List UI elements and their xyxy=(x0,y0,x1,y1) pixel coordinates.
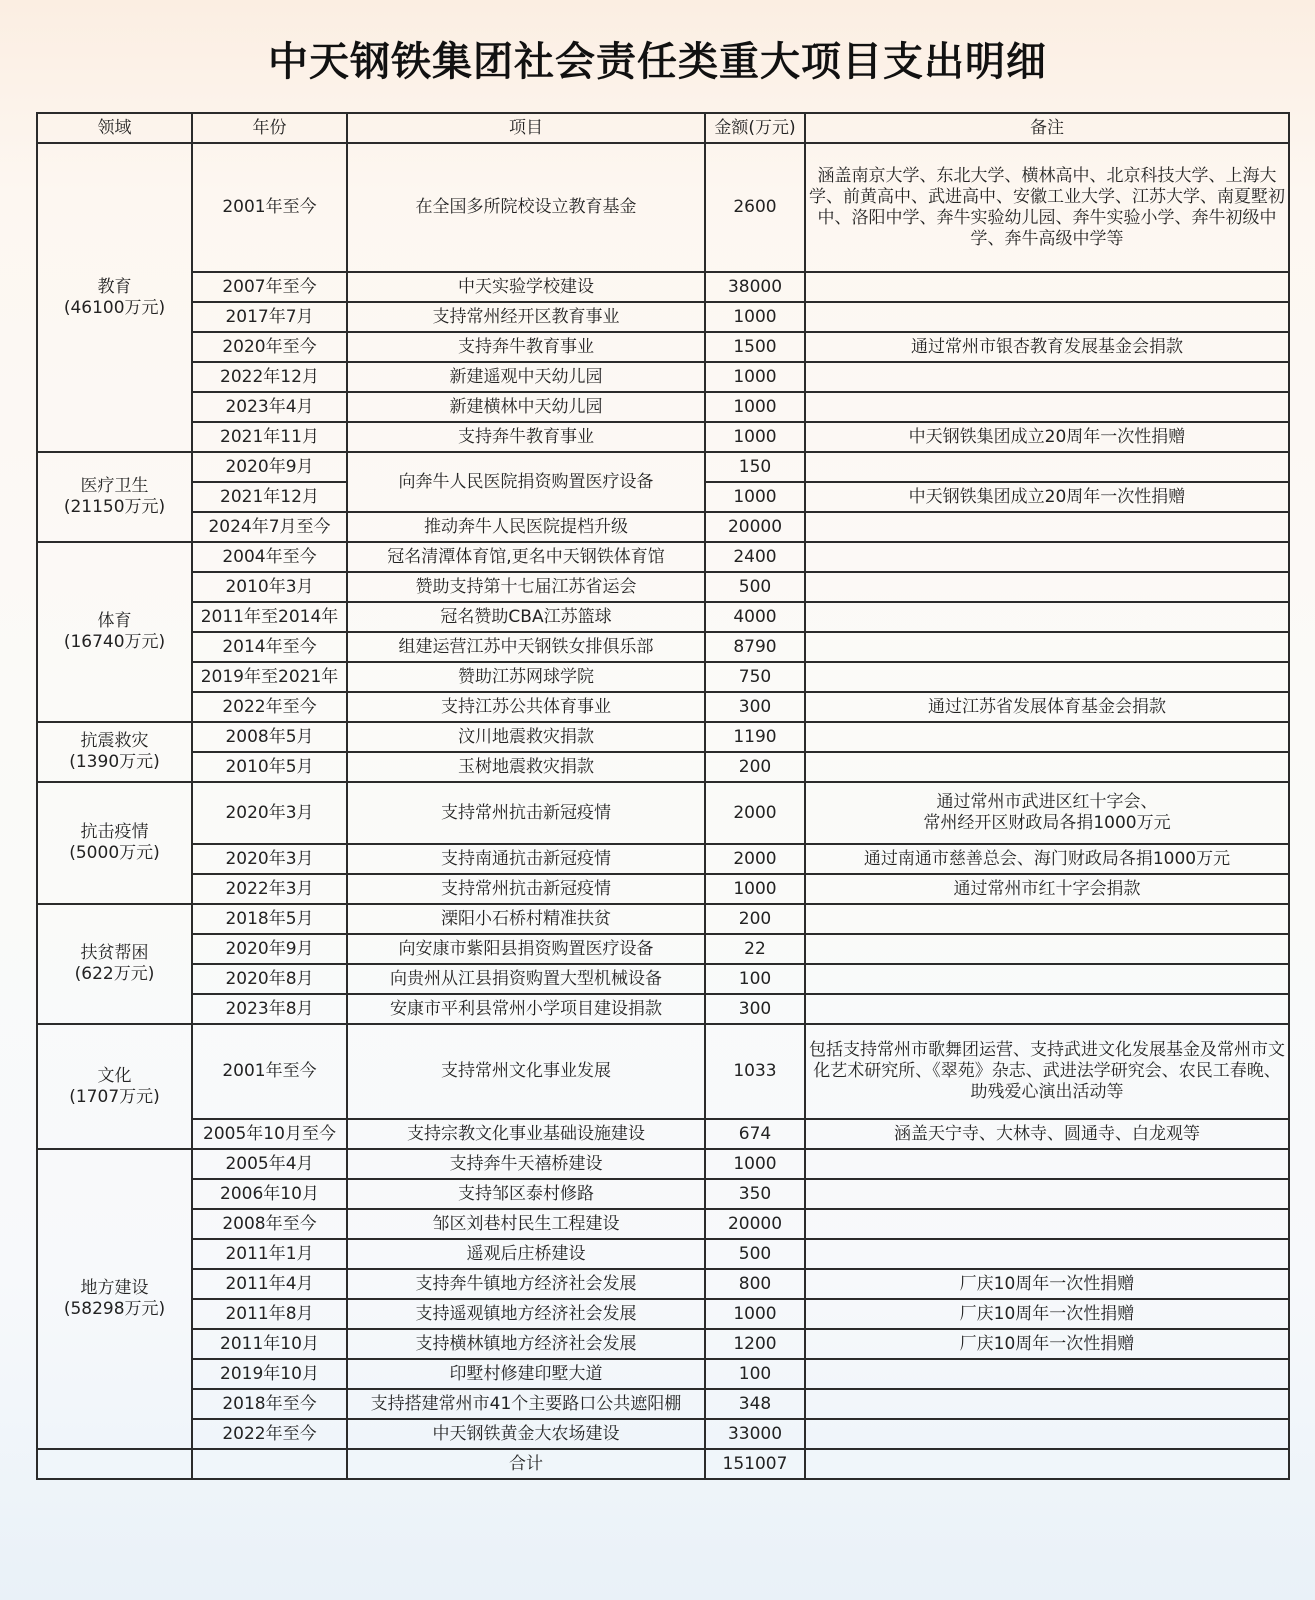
category-name: 文化 xyxy=(97,1065,132,1086)
project-cell: 支持搭建常州市41个主要路口公共遮阳棚 xyxy=(347,1389,705,1419)
amount-cell: 1200 xyxy=(705,1329,805,1359)
year-cell: 2022年12月 xyxy=(192,362,347,392)
year-cell: 2005年10月至今 xyxy=(192,1119,347,1149)
category-name: 地方建设 xyxy=(80,1278,149,1298)
project-cell: 遥观后庄桥建设 xyxy=(347,1239,705,1269)
amount-cell: 750 xyxy=(705,662,805,692)
note-cell xyxy=(805,662,1289,692)
year-cell: 2010年3月 xyxy=(192,572,347,602)
amount-cell: 8790 xyxy=(705,632,805,662)
project-cell: 支持江苏公共体育事业 xyxy=(347,692,705,722)
note-cell xyxy=(805,452,1289,482)
note-cell: 涵盖南京大学、东北大学、横林高中、北京科技大学、上海大学、前黄高中、武进高中、安徽工业大学、江苏大学、南夏墅初中、洛阳中学、奔牛实验幼儿园、奔牛实验小学、奔牛初级中学、奔牛高级中学等 xyxy=(805,143,1289,272)
table-row xyxy=(37,1239,1289,1269)
table-row xyxy=(37,1359,1289,1389)
amount-cell: 200 xyxy=(705,904,805,934)
category-cell xyxy=(37,904,192,1024)
project-cell: 支持宗教文化事业基础设施建设 xyxy=(347,1119,705,1149)
note-line: 通过常州市武进区红十字会、 xyxy=(936,792,1158,812)
header-amount: 金额(万元) xyxy=(705,113,805,143)
table-row xyxy=(37,994,1289,1024)
note-cell: 中天钢铁集团成立20周年一次性捐赠 xyxy=(805,422,1289,452)
table-row xyxy=(37,964,1289,994)
project-cell: 支持遥观镇地方经济社会发展 xyxy=(347,1299,705,1329)
amount-cell: 200 xyxy=(705,752,805,782)
table-header-row xyxy=(37,113,1289,143)
amount-cell: 350 xyxy=(705,1179,805,1209)
year-cell: 2001年至今 xyxy=(192,143,347,272)
year-cell: 2023年8月 xyxy=(192,994,347,1024)
table-row xyxy=(37,1119,1289,1149)
project-cell: 支持奔牛镇地方经济社会发展 xyxy=(347,1269,705,1299)
table-row xyxy=(37,602,1289,632)
table-row xyxy=(37,512,1289,542)
note-cell xyxy=(805,272,1289,302)
amount-cell: 1000 xyxy=(705,392,805,422)
note-cell xyxy=(805,722,1289,752)
project-cell: 组建运营江苏中天钢铁女排俱乐部 xyxy=(347,632,705,662)
note-cell: 通过江苏省发展体育基金会捐款 xyxy=(805,692,1289,722)
amount-cell: 20000 xyxy=(705,512,805,542)
table-row xyxy=(37,1149,1289,1179)
table-row xyxy=(37,722,1289,752)
amount-cell: 1190 xyxy=(705,722,805,752)
year-cell: 2020年3月 xyxy=(192,782,347,844)
category-cell xyxy=(37,143,192,452)
note-cell xyxy=(805,572,1289,602)
year-cell: 2011年4月 xyxy=(192,1269,347,1299)
table-row xyxy=(37,1419,1289,1449)
table-row xyxy=(37,362,1289,392)
table-row xyxy=(37,904,1289,934)
amount-cell: 38000 xyxy=(705,272,805,302)
project-cell: 支持邹区泰村修路 xyxy=(347,1179,705,1209)
note-cell xyxy=(805,934,1289,964)
table-row xyxy=(37,1269,1289,1299)
amount-cell: 300 xyxy=(705,994,805,1024)
year-cell: 2011年10月 xyxy=(192,1329,347,1359)
table-row xyxy=(37,662,1289,692)
project-cell: 支持南通抗击新冠疫情 xyxy=(347,844,705,874)
category-name: 医疗卫生 xyxy=(80,476,149,496)
note-cell xyxy=(805,1359,1289,1389)
table-row xyxy=(37,272,1289,302)
project-cell: 印墅村修建印墅大道 xyxy=(347,1359,705,1389)
note-line: 常州经开区财政局各捐1000万元 xyxy=(923,813,1171,833)
year-cell: 2018年5月 xyxy=(192,904,347,934)
category-total: (46100万元) xyxy=(63,297,166,318)
total-label: 合计 xyxy=(347,1449,705,1479)
note-cell xyxy=(805,392,1289,422)
note-cell xyxy=(805,362,1289,392)
year-cell: 2010年5月 xyxy=(192,752,347,782)
year-cell: 2006年10月 xyxy=(192,1179,347,1209)
note-cell xyxy=(805,964,1289,994)
table-row xyxy=(37,1299,1289,1329)
amount-cell: 100 xyxy=(705,1359,805,1389)
table-row xyxy=(37,1209,1289,1239)
amount-cell: 674 xyxy=(705,1119,805,1149)
amount-cell: 1000 xyxy=(705,302,805,332)
project-cell: 赞助支持第十七届江苏省运会 xyxy=(347,572,705,602)
year-cell: 2024年7月至今 xyxy=(192,512,347,542)
note-cell xyxy=(805,1389,1289,1419)
note-cell xyxy=(805,1209,1289,1239)
total-empty-cell xyxy=(192,1449,347,1479)
project-cell: 溧阳小石桥村精准扶贫 xyxy=(347,904,705,934)
category-total: (16740万元) xyxy=(63,632,166,652)
total-empty-cell xyxy=(805,1449,1289,1479)
table-row xyxy=(37,572,1289,602)
year-cell: 2020年3月 xyxy=(192,844,347,874)
amount-cell: 1000 xyxy=(705,1299,805,1329)
note-cell: 厂庆10周年一次性捐赠 xyxy=(805,1329,1289,1359)
amount-cell: 22 xyxy=(705,934,805,964)
amount-cell: 1000 xyxy=(705,482,805,512)
note-cell: 包括支持常州市歌舞团运营、支持武进文化发展基金及常州市文化艺术研究所、《翠苑》杂志、武进法学研究会、农民工春晚、助残爱心演出活动等 xyxy=(805,1024,1289,1119)
table-row xyxy=(37,782,1289,844)
amount-cell: 2600 xyxy=(705,143,805,272)
year-cell: 2020年9月 xyxy=(192,452,347,482)
table-row xyxy=(37,542,1289,572)
amount-cell: 2000 xyxy=(705,782,805,844)
note-cell: 通过南通市慈善总会、海门财政局各捐1000万元 xyxy=(805,844,1289,874)
year-cell: 2022年3月 xyxy=(192,874,347,904)
year-cell: 2020年9月 xyxy=(192,934,347,964)
header-field: 领域 xyxy=(37,113,192,143)
table-row xyxy=(37,1179,1289,1209)
year-cell: 2022年至今 xyxy=(192,1419,347,1449)
table-row xyxy=(37,692,1289,722)
year-cell: 2021年12月 xyxy=(192,482,347,512)
table-row xyxy=(37,1024,1289,1119)
project-cell: 推动奔牛人民医院提档升级 xyxy=(347,512,705,542)
total-empty-cell xyxy=(37,1449,192,1479)
amount-cell: 800 xyxy=(705,1269,805,1299)
table-row xyxy=(37,143,1289,272)
page-title: 中天钢铁集团社会责任类重大项目支出明细 xyxy=(268,38,1047,85)
project-cell: 冠名清潭体育馆,更名中天钢铁体育馆 xyxy=(347,542,705,572)
note-cell xyxy=(805,632,1289,662)
note-cell xyxy=(805,994,1289,1024)
table-row xyxy=(37,1389,1289,1419)
year-cell: 2019年10月 xyxy=(192,1359,347,1389)
note-cell xyxy=(805,1419,1289,1449)
project-cell: 新建横林中天幼儿园 xyxy=(347,392,705,422)
total-row xyxy=(37,1449,1289,1479)
project-cell: 邹区刘巷村民生工程建设 xyxy=(347,1209,705,1239)
note-cell: 涵盖天宁寺、大林寺、圆通寺、白龙观等 xyxy=(805,1119,1289,1149)
project-cell: 支持奔牛教育事业 xyxy=(347,422,705,452)
amount-cell: 2400 xyxy=(705,542,805,572)
category-total: (1390万元) xyxy=(69,752,160,772)
project-cell: 支持奔牛天禧桥建设 xyxy=(347,1149,705,1179)
year-cell: 2008年5月 xyxy=(192,722,347,752)
table-row xyxy=(37,302,1289,332)
note-cell: 厂庆10周年一次性捐赠 xyxy=(805,1269,1289,1299)
note-cell: 通过常州市银杏教育发展基金会捐款 xyxy=(805,332,1289,362)
amount-cell: 1000 xyxy=(705,422,805,452)
year-cell: 2007年至今 xyxy=(192,272,347,302)
year-cell: 2011年至2014年 xyxy=(192,602,347,632)
category-name: 扶贫帮困 xyxy=(80,943,149,963)
note-cell xyxy=(805,1179,1289,1209)
project-cell: 汶川地震救灾捐款 xyxy=(347,722,705,752)
table-row xyxy=(37,392,1289,422)
amount-cell: 500 xyxy=(705,1239,805,1269)
category-total: (622万元) xyxy=(74,964,155,984)
note-cell xyxy=(805,302,1289,332)
year-cell: 2014年至今 xyxy=(192,632,347,662)
year-cell: 2023年4月 xyxy=(192,392,347,422)
year-cell: 2020年8月 xyxy=(192,964,347,994)
table-row xyxy=(37,332,1289,362)
category-cell xyxy=(37,542,192,722)
amount-cell: 500 xyxy=(705,572,805,602)
project-cell: 赞助江苏网球学院 xyxy=(347,662,705,692)
category-cell xyxy=(37,452,192,542)
table-row xyxy=(37,934,1289,964)
year-cell: 2017年7月 xyxy=(192,302,347,332)
amount-cell: 20000 xyxy=(705,1209,805,1239)
amount-cell: 100 xyxy=(705,964,805,994)
project-cell: 支持常州经开区教育事业 xyxy=(347,302,705,332)
total-amount: 151007 xyxy=(705,1449,805,1479)
category-total: (58298万元) xyxy=(63,1299,166,1319)
table-row xyxy=(37,874,1289,904)
amount-cell: 348 xyxy=(705,1389,805,1419)
amount-cell: 1000 xyxy=(705,1149,805,1179)
category-name: 抗击疫情 xyxy=(80,822,149,842)
table-row xyxy=(37,422,1289,452)
table-row xyxy=(37,1329,1289,1359)
table-row xyxy=(37,844,1289,874)
year-cell: 2021年11月 xyxy=(192,422,347,452)
amount-cell: 1000 xyxy=(705,874,805,904)
table-row xyxy=(37,632,1289,662)
project-cell: 向贵州从江县捐资购置大型机械设备 xyxy=(347,964,705,994)
category-cell xyxy=(37,722,192,782)
amount-cell: 2000 xyxy=(705,844,805,874)
year-cell: 2004年至今 xyxy=(192,542,347,572)
category-name: 抗震救灾 xyxy=(80,731,149,751)
note-cell: 中天钢铁集团成立20周年一次性捐赠 xyxy=(805,482,1289,512)
category-name: 体育 xyxy=(97,611,132,631)
year-cell: 2001年至今 xyxy=(192,1024,347,1119)
category-cell xyxy=(37,1149,192,1449)
category-cell xyxy=(37,782,192,904)
year-cell: 2018年至今 xyxy=(192,1389,347,1419)
year-cell: 2011年8月 xyxy=(192,1299,347,1329)
project-cell: 新建遥观中天幼儿园 xyxy=(347,362,705,392)
category-total: (1707万元) xyxy=(69,1086,160,1107)
note-cell xyxy=(805,602,1289,632)
year-cell: 2022年至今 xyxy=(192,692,347,722)
amount-cell: 150 xyxy=(705,452,805,482)
header-project: 项目 xyxy=(347,113,705,143)
amount-cell: 1500 xyxy=(705,332,805,362)
header-year: 年份 xyxy=(192,113,347,143)
note-cell xyxy=(805,904,1289,934)
amount-cell: 1033 xyxy=(705,1024,805,1119)
category-name: 教育 xyxy=(97,276,132,297)
category-total: (21150万元) xyxy=(63,497,166,517)
category-cell xyxy=(37,1024,192,1149)
year-cell: 2008年至今 xyxy=(192,1209,347,1239)
project-cell: 支持横林镇地方经济社会发展 xyxy=(347,1329,705,1359)
category-total: (5000万元) xyxy=(69,843,160,863)
project-cell: 玉树地震救灾捐款 xyxy=(347,752,705,782)
note-cell xyxy=(805,1149,1289,1179)
project-cell: 在全国多所院校设立教育基金 xyxy=(347,143,705,272)
project-cell: 支持奔牛教育事业 xyxy=(347,332,705,362)
project-cell: 向奔牛人民医院捐资购置医疗设备 xyxy=(347,452,705,512)
project-cell: 支持常州抗击新冠疫情 xyxy=(347,782,705,844)
year-cell: 2011年1月 xyxy=(192,1239,347,1269)
project-cell: 支持常州抗击新冠疫情 xyxy=(347,874,705,904)
project-cell: 向安康市紫阳县捐资购置医疗设备 xyxy=(347,934,705,964)
project-cell: 支持常州文化事业发展 xyxy=(347,1024,705,1119)
amount-cell: 1000 xyxy=(705,362,805,392)
year-cell: 2019年至2021年 xyxy=(192,662,347,692)
note-cell xyxy=(805,1239,1289,1269)
year-cell: 2020年至今 xyxy=(192,332,347,362)
table-row xyxy=(37,752,1289,782)
note-cell xyxy=(805,752,1289,782)
note-cell: 通过常州市红十字会捐款 xyxy=(805,874,1289,904)
note-cell xyxy=(805,512,1289,542)
amount-cell: 300 xyxy=(705,692,805,722)
note-cell xyxy=(805,542,1289,572)
project-cell: 中天钢铁黄金大农场建设 xyxy=(347,1419,705,1449)
amount-cell: 4000 xyxy=(705,602,805,632)
header-note: 备注 xyxy=(805,113,1289,143)
project-cell: 安康市平利县常州小学项目建设捐款 xyxy=(347,994,705,1024)
expenditure-table xyxy=(36,112,1290,1480)
year-cell: 2005年4月 xyxy=(192,1149,347,1179)
project-cell: 冠名赞助CBA江苏篮球 xyxy=(347,602,705,632)
note-cell: 厂庆10周年一次性捐赠 xyxy=(805,1299,1289,1329)
note-cell xyxy=(805,782,1289,844)
project-cell: 中天实验学校建设 xyxy=(347,272,705,302)
amount-cell: 33000 xyxy=(705,1419,805,1449)
table-row xyxy=(37,452,1289,482)
